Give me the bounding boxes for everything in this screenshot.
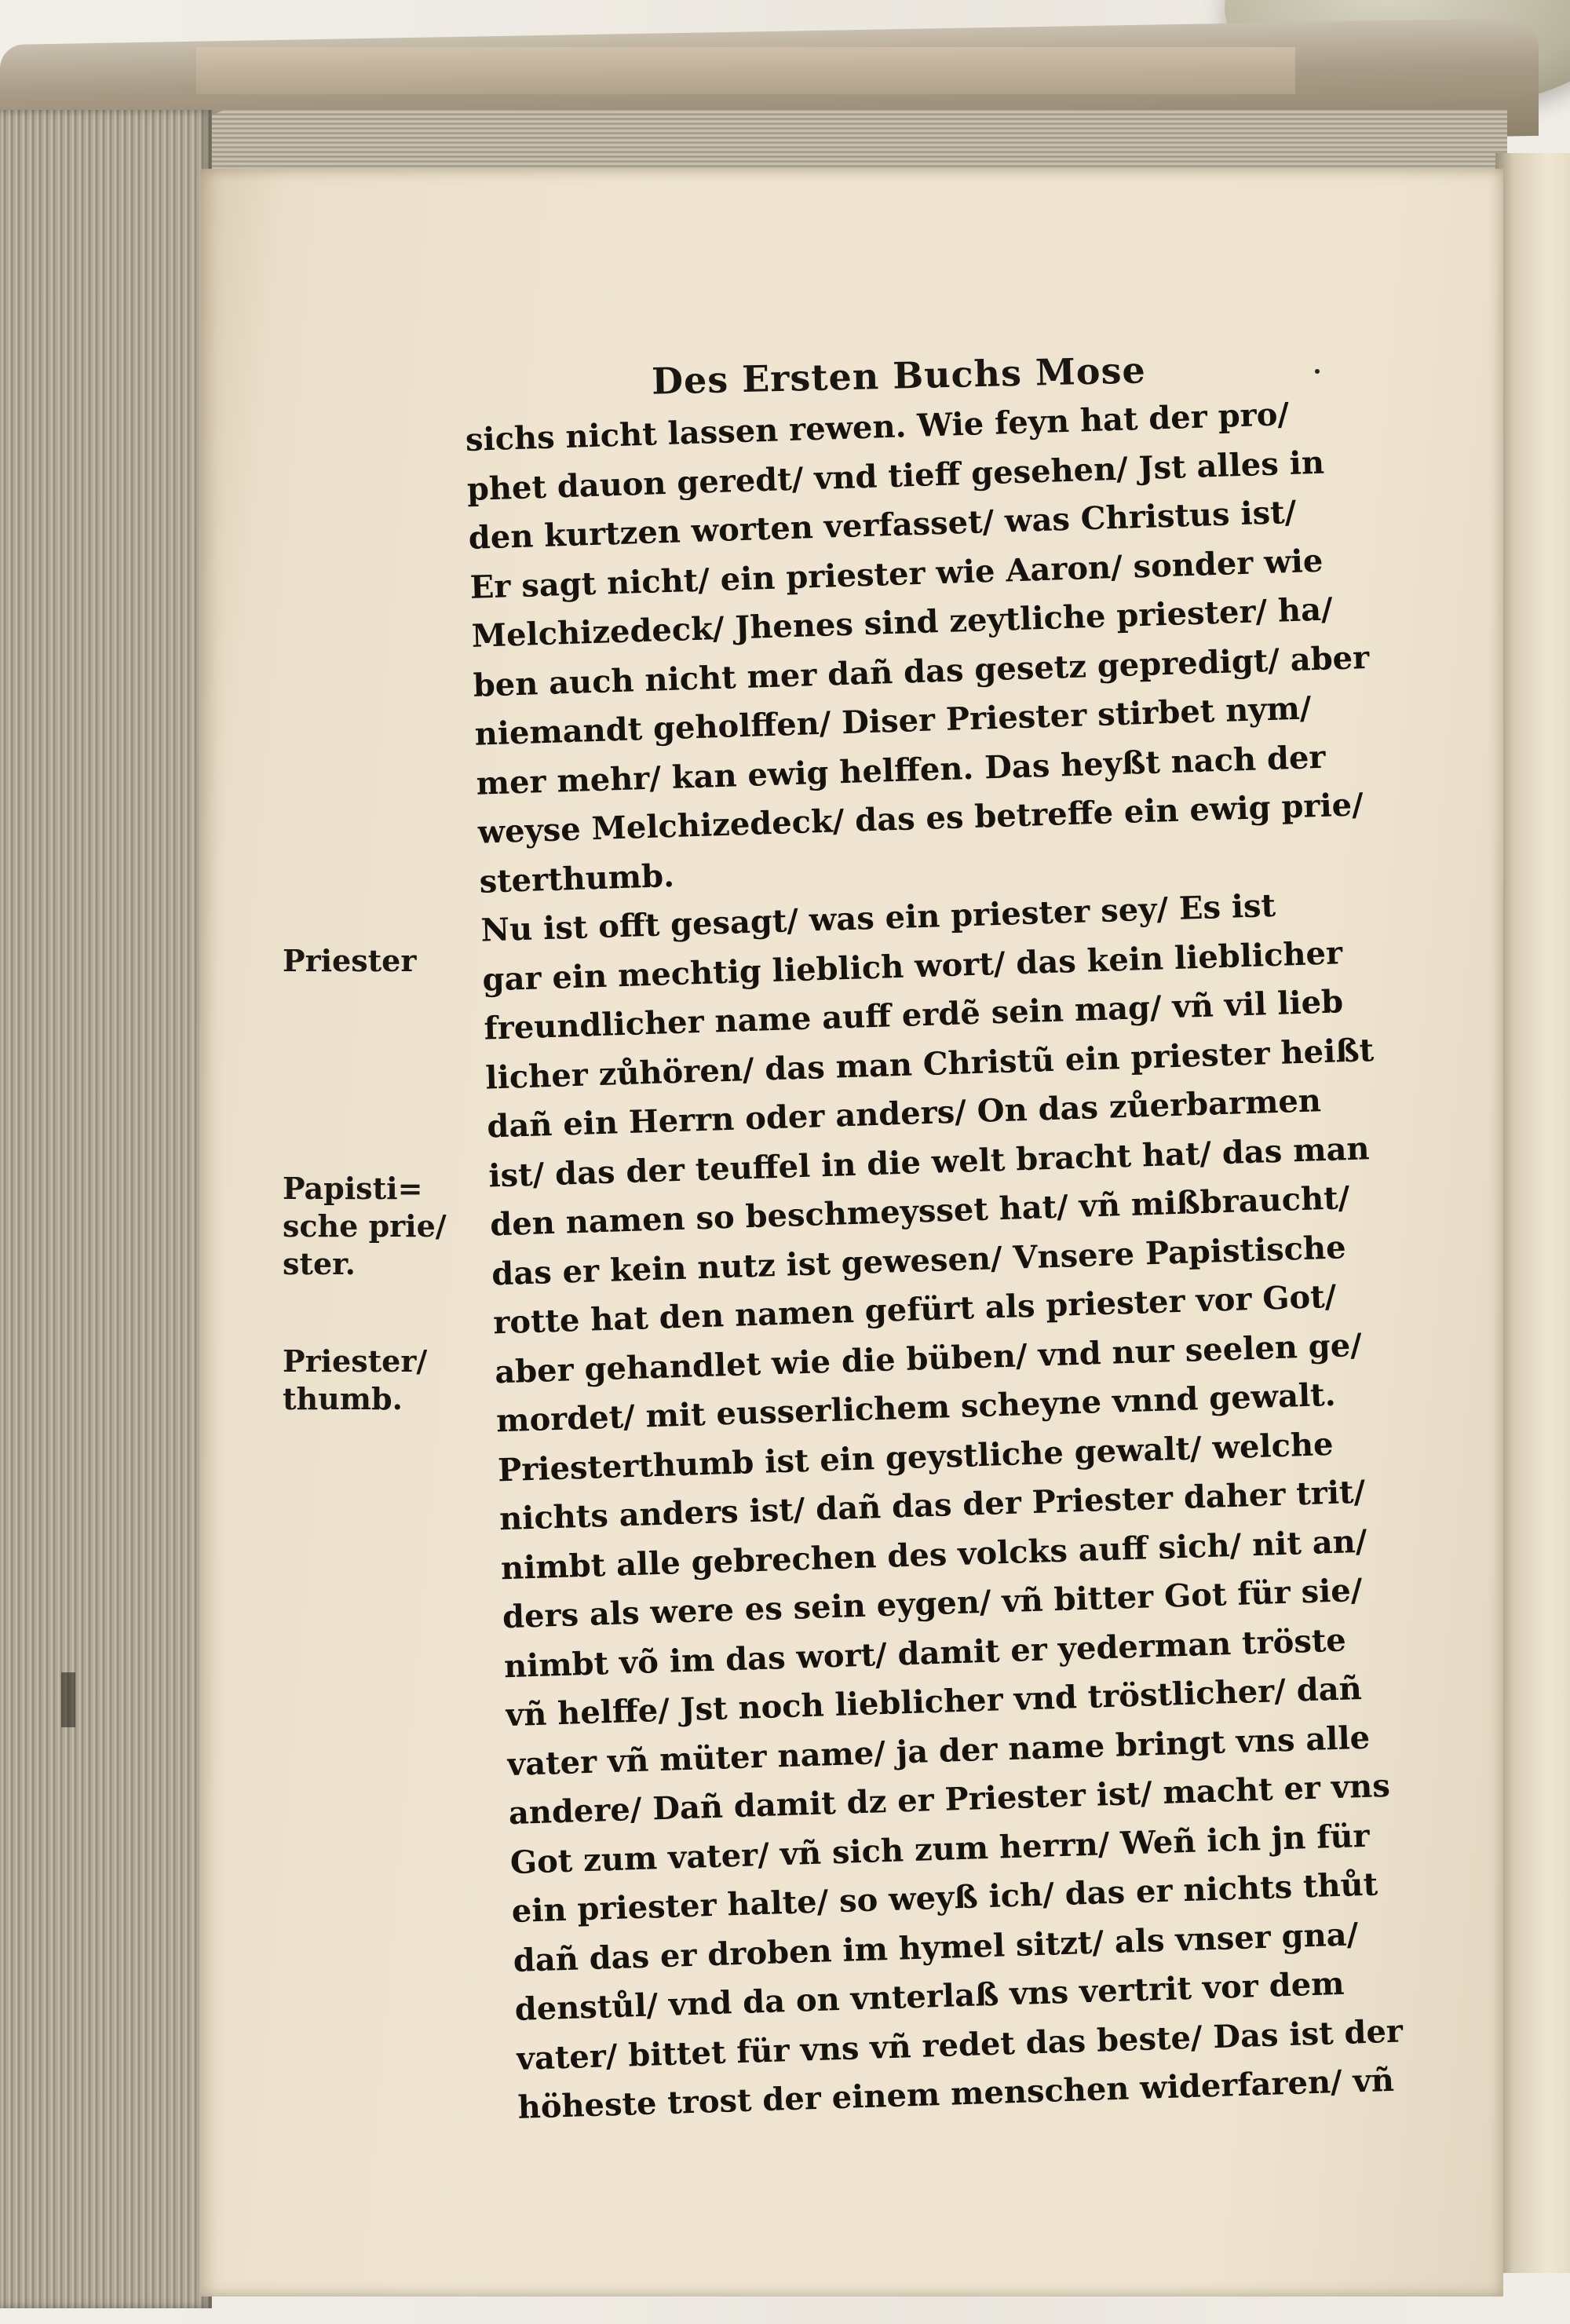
text-line: nichts anders ist/ dañ das der Priester daher trit/ — [498, 1473, 1366, 1538]
margin-note-line: Papisti= — [283, 1171, 423, 1206]
text-line: Er sagt nicht/ ein priester wie Aaron/ sonder wie — [469, 542, 1324, 606]
text-line: rotte hat den namen gefürt als priester vor Got/ — [492, 1277, 1337, 1342]
text-line: ben auch nicht mer dañ das gesetz gepredigt/ aber — [473, 638, 1370, 704]
margin-note-line: thumb. — [283, 1381, 403, 1416]
text-line: dañ das er droben im hymel sitzt/ als vnser gna/ — [513, 1915, 1359, 1979]
text-line: licher zůhören/ das man Christũ ein priester heißt — [484, 1031, 1375, 1097]
margin-note-line: ster. — [283, 1246, 356, 1281]
text-line: vater vñ müter name/ ja der name bringt vns alle — [506, 1719, 1371, 1783]
body-text — [465, 386, 1476, 2133]
margin-note-papistische — [283, 1170, 447, 1283]
text-line: Nu ist offt gesagt/ was ein priester sey/ Es ist — [480, 886, 1276, 949]
text-line: das er kein nutz ist gewesen/ Vnsere Papistische — [491, 1228, 1347, 1292]
heading-ornament — [1315, 369, 1320, 374]
text-line: freundlicher name auff erdẽ sein mag/ vñ vil lieb — [483, 983, 1344, 1047]
text-line: niemandt geholffen/ Diser Priester stirbet nym/ — [473, 689, 1313, 753]
cover-edge — [196, 47, 1295, 94]
text-line: denstůl/ vnd da on vnterlaß vns vertrit vor dem — [514, 1964, 1345, 2028]
running-head: Des Ersten Buchs Mose — [651, 349, 1147, 403]
text-line: weyse Melchizedeck/ das es betreffe ein ewig prie/ — [476, 786, 1364, 851]
text-line: aber gehandlet wie die büben/ vnd nur seelen ge/ — [494, 1326, 1363, 1390]
margin-note-line: Priester/ — [283, 1343, 428, 1379]
text-line: ist/ das der teuffel in die welt bracht hat/ das man — [487, 1129, 1371, 1195]
facing-page-edge — [1495, 153, 1570, 2273]
text-line: den kurtzen worten verfasset/ was Christus ist/ — [468, 493, 1297, 557]
text-line: sichs nicht lassen rewen. Wie feyn hat der pro/ — [465, 396, 1290, 459]
text-line: mordet/ mit eusserlichem scheyne vnnd gewalt. — [495, 1376, 1337, 1440]
text-line: ein priester halte/ so weyß ich/ das er nichts thůt — [511, 1865, 1378, 1931]
page-edges-left — [0, 110, 212, 2308]
text-line: ders als were es sein eygen/ vñ bitter Got für sie/ — [502, 1571, 1364, 1636]
text-line: sterthumb. — [478, 857, 675, 901]
text-line: vñ helffe/ Jst noch lieblicher vnd tröstlicher/ dañ — [505, 1669, 1363, 1734]
text-line: mer mehr/ kan ewig helffen. Das heyßt nach der — [475, 738, 1327, 802]
text-line: nimbt võ im das wort/ damit er yederman tröste — [503, 1621, 1347, 1685]
margin-note-line: sche prie/ — [283, 1208, 447, 1244]
text-line: höheste trost der einem menschen widerfaren/ vñ — [517, 2061, 1395, 2126]
text-line: phet dauon geredt/ vnd tieff gesehen/ Jst alles in — [466, 444, 1325, 508]
text-line: andere/ Dañ damit dz er Priester ist/ macht er vns — [508, 1767, 1391, 1833]
binding-mark — [61, 1672, 75, 1727]
margin-note-line: Priester — [283, 943, 417, 978]
margin-note-priester — [283, 942, 416, 980]
text-line: Priesterthumb ist ein geystliche gewalt/ welche — [497, 1425, 1334, 1489]
text-line: den namen so beschmeysset hat/ vñ mißbraucht/ — [489, 1179, 1350, 1244]
text-line: Melchizedeck/ Jhenes sind zeytliche priester/ ha/ — [471, 590, 1334, 655]
text-line: nimbt alle gebrechen des volcks auff sich/ nit an/ — [500, 1522, 1368, 1587]
margin-note-priesterthumb — [283, 1343, 427, 1418]
text-line: vater/ bittet für vns vñ redet das beste/ Das ist der — [516, 2012, 1404, 2077]
text-line: gar ein mechtig lieblich wort/ das kein lieblicher — [481, 934, 1343, 999]
text-line: dañ ein Herrn oder anders/ On das zůerbarmen — [486, 1082, 1322, 1146]
text-line: Got zum vater/ vñ sich zum herrn/ Weñ ich jn für — [509, 1817, 1371, 1881]
